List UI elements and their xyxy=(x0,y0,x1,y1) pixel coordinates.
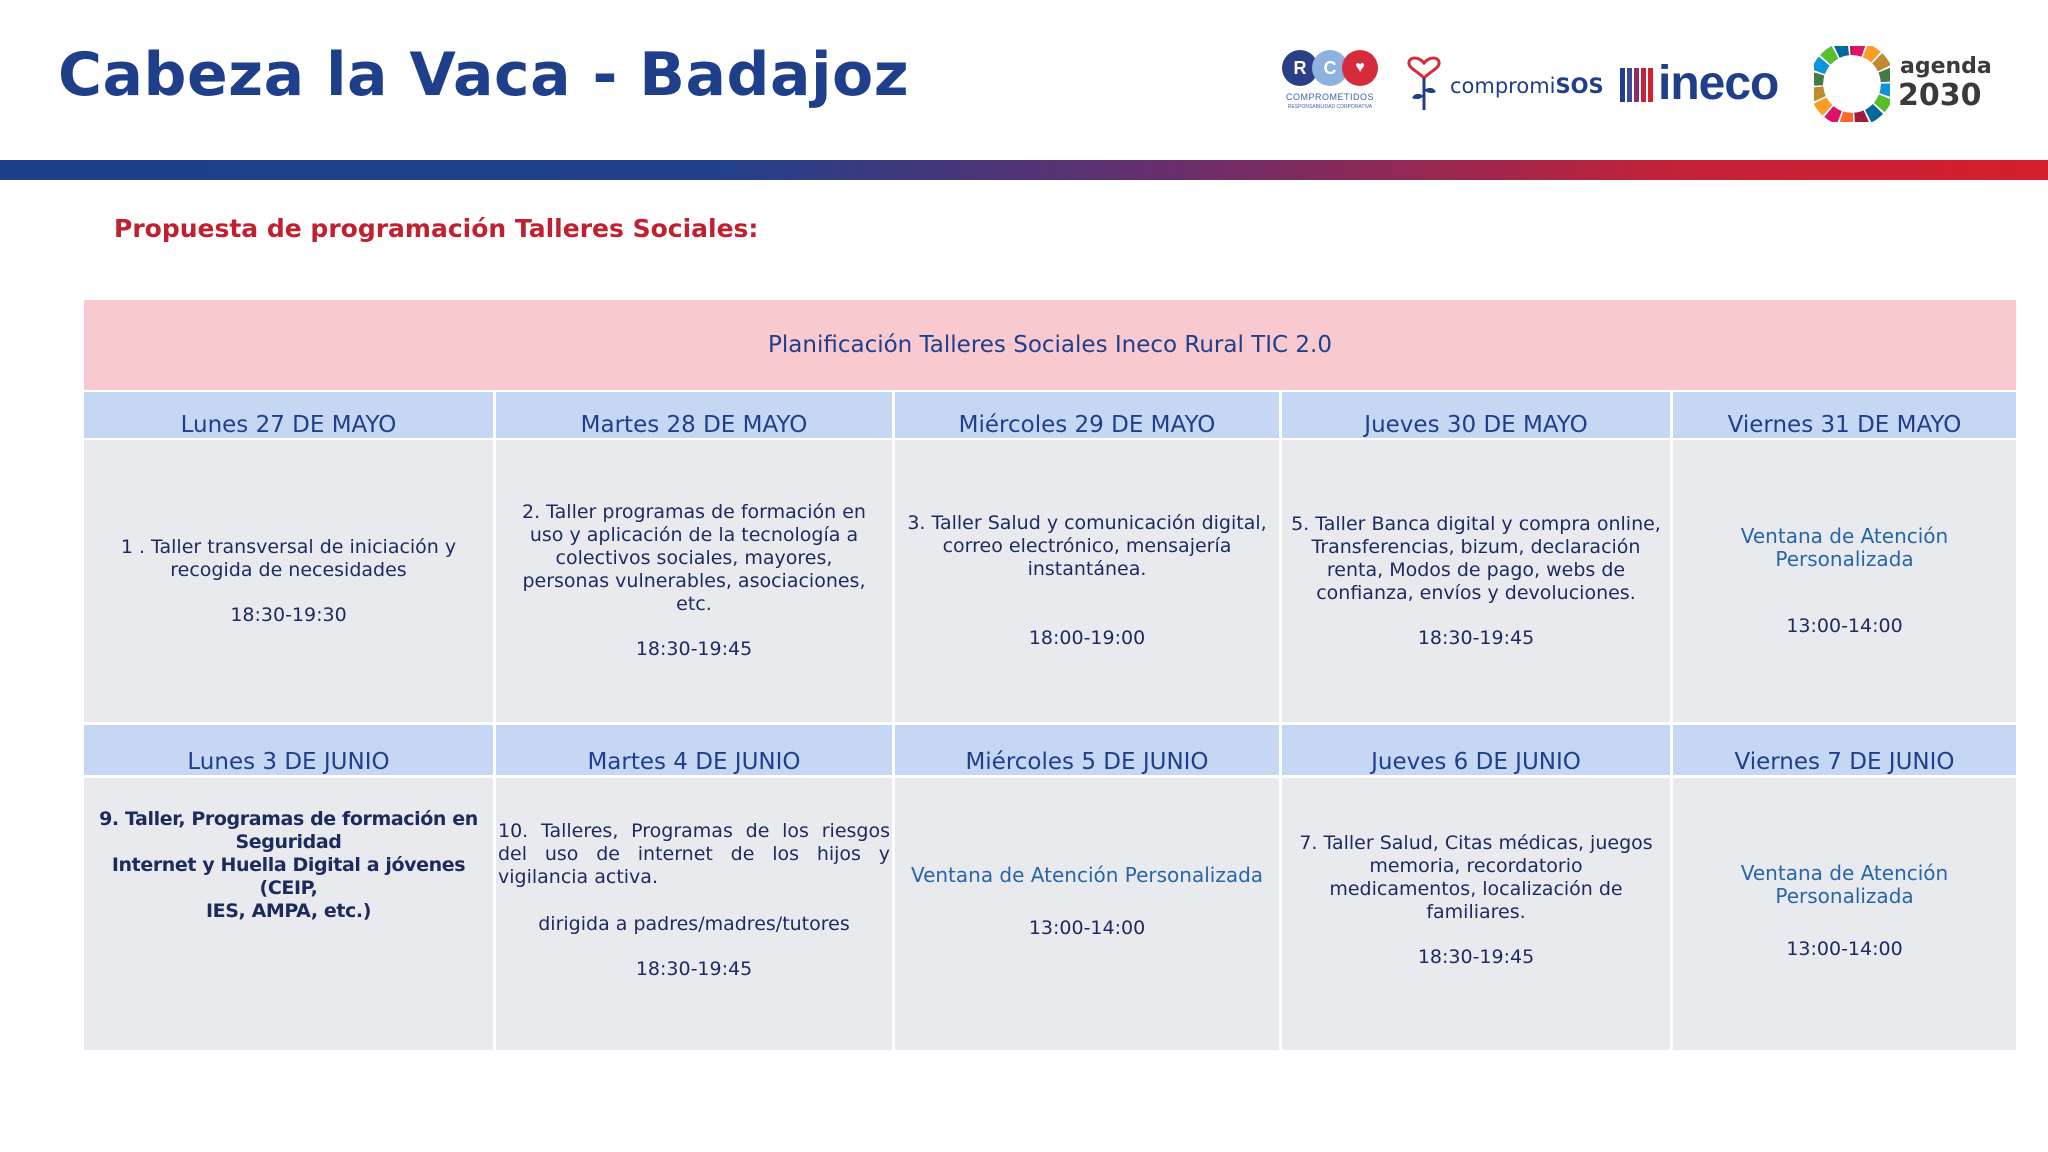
workshop-time: 18:30-19:45 xyxy=(635,958,753,980)
workshop-time: 13:00-14:00 xyxy=(1028,917,1146,939)
workshop-description: 2. Taller programas de formación en uso y aplicación de la tecnología a colectivos sociales, mayores, personas vulnerables, asociaciones, etc. xyxy=(522,501,866,615)
workshop-time: 18:30-19:45 xyxy=(635,638,753,660)
workshop-cell-thu-30 xyxy=(1282,440,1670,722)
workshop-time: 18:30-19:45 xyxy=(1417,626,1535,649)
workshop-cell-wed-5 xyxy=(895,778,1279,1050)
sos-logo-text-a: compromi xyxy=(1450,74,1556,98)
day-header-label: Viernes 7 DE JUNIO xyxy=(1734,749,1955,775)
sdg-wheel-icon xyxy=(1814,46,1890,122)
personal-attention-window: Ventana de Atención Personalizada xyxy=(1740,523,1949,571)
day-header-wed-5 xyxy=(895,725,1279,775)
workshop-description: 3. Taller Salud y comunicación digital, correo electrónico, mensajería instantánea. xyxy=(907,512,1267,580)
day-header-label: Jueves 6 DE JUNIO xyxy=(1371,749,1581,775)
day-header-label: Miércoles 29 DE MAYO xyxy=(958,412,1216,438)
day-header-mon-27 xyxy=(84,392,493,438)
schedule-title: Planificación Talleres Sociales Ineco Rural TIC 2.0 xyxy=(84,300,2016,390)
workshop-audience: dirigida a padres/madres/tutores xyxy=(538,913,850,935)
day-header-thu-6 xyxy=(1282,725,1670,775)
workshop-cell-wed-29 xyxy=(895,440,1279,722)
day-header-label: Martes 4 DE JUNIO xyxy=(587,749,801,775)
personal-attention-window: Ventana de Atención Personalizada xyxy=(1740,861,1949,908)
workshop-description: 5. Taller Banca digital y compra online, Transferencias, bizum, declaración renta, Modos de pago, webs de confianza, envíos y devoluciones. xyxy=(1291,512,1661,604)
ineco-logo-text: ineco xyxy=(1658,57,1779,110)
workshop-description: 10. Talleres, Programas de los riesgos del uso de internet de los hijos y vigilancia activa. xyxy=(498,820,890,888)
day-header-mon-3 xyxy=(84,725,493,775)
workshop-time: 13:00-14:00 xyxy=(1786,938,1903,960)
workshop-time: 18:30-19:30 xyxy=(230,603,347,626)
sos-logo-text-b: SOS xyxy=(1555,74,1604,98)
workshop-time: 18:00-19:00 xyxy=(1028,627,1146,649)
rc-comprometidos-logo xyxy=(1276,48,1386,120)
ineco-bars-icon xyxy=(1620,68,1654,102)
day-header-label: Viernes 31 DE MAYO xyxy=(1727,412,1962,438)
workshop-time: 13:00-14:00 xyxy=(1786,614,1903,637)
day-header-fri-7 xyxy=(1673,725,2016,775)
day-header-wed-29 xyxy=(895,392,1279,438)
section-subtitle: Propuesta de programación Talleres Sociales: xyxy=(114,214,759,243)
workshop-cell-mon-3 xyxy=(84,778,493,1050)
day-header-label: Lunes 27 DE MAYO xyxy=(180,412,397,438)
workshop-description: 9. Taller, Programas de formación en Seguridad Internet y Huella Digital a jóvenes (CEIP, IES, AMPA, etc.) xyxy=(99,808,478,922)
workshop-cell-fri-7 xyxy=(1673,778,2016,1050)
header-divider-stripe xyxy=(0,160,2048,180)
rc-logo-r: R xyxy=(1282,50,1318,86)
day-header-label: Martes 28 DE MAYO xyxy=(580,412,808,438)
day-header-label: Jueves 30 DE MAYO xyxy=(1364,412,1588,438)
workshop-cell-tue-28 xyxy=(496,440,892,722)
agenda-2030-logo xyxy=(1814,46,1992,122)
workshop-description: 7. Taller Salud, Citas médicas, juegos memoria, recordatorio medicamentos, localización de familiares. xyxy=(1299,832,1653,923)
rc-logo-name: COMPROMETIDOS xyxy=(1285,92,1374,102)
workshop-cell-tue-4 xyxy=(496,778,892,1050)
heart-flower-icon xyxy=(1406,56,1442,112)
rc-logo-heart-icon: ♥ xyxy=(1342,50,1378,86)
ineco-logo xyxy=(1620,57,1790,112)
comprometidos-sos-logo xyxy=(1406,56,1604,116)
rc-logo-tagline: RESPONSABILIDAD CORPORATIVA xyxy=(1287,104,1373,110)
sos-logo-text xyxy=(1450,74,1604,98)
day-header-thu-30 xyxy=(1282,392,1670,438)
workshop-description: 1 . Taller transversal de iniciación y recogida de necesidades xyxy=(120,535,457,581)
workshop-cell-fri-31 xyxy=(1673,440,2016,722)
day-header-label: Miércoles 5 DE JUNIO xyxy=(965,749,1209,775)
day-header-tue-4 xyxy=(496,725,892,775)
agenda-logo-word: agenda xyxy=(1900,54,1992,79)
day-header-fri-31 xyxy=(1673,392,2016,438)
partner-logos xyxy=(1270,44,1990,124)
rc-logo-c: C xyxy=(1312,50,1348,86)
workshop-cell-mon-27 xyxy=(84,440,493,722)
page-title: Cabeza la Vaca - Badajoz xyxy=(58,40,910,110)
agenda-logo-year: 2030 xyxy=(1898,78,1982,113)
personal-attention-window: Ventana de Atención Personalizada xyxy=(910,863,1264,887)
workshop-cell-thu-6 xyxy=(1282,778,1670,1050)
day-header-label: Lunes 3 DE JUNIO xyxy=(187,749,390,775)
day-header-tue-28 xyxy=(496,392,892,438)
workshop-time: 18:30-19:45 xyxy=(1417,946,1535,968)
